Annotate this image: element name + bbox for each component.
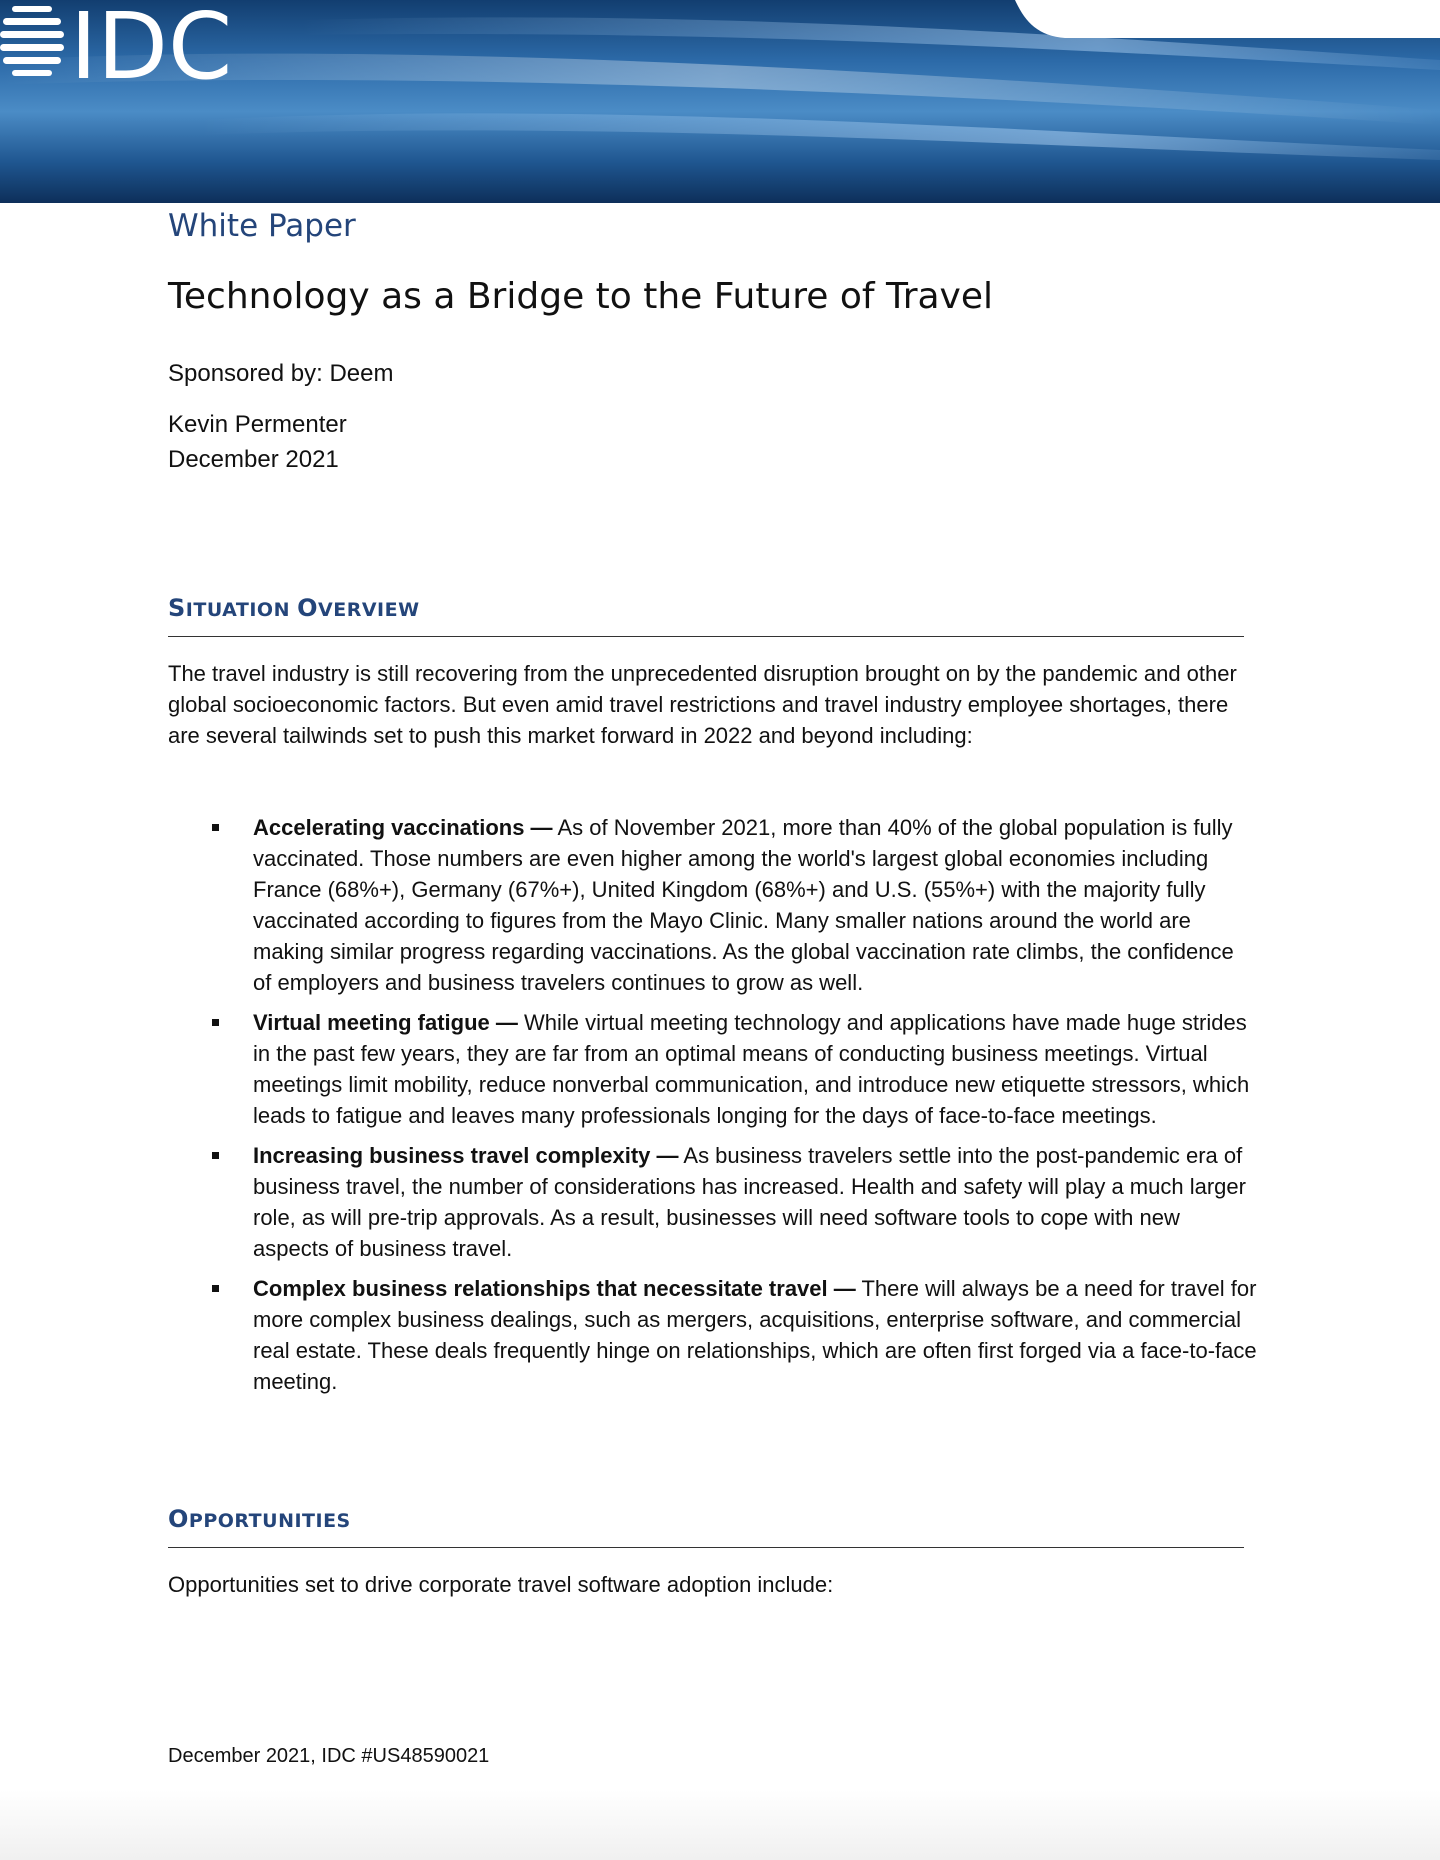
author-name: Kevin Permenter [168,411,347,438]
bullet-text: There will always be a need for travel for more complex business dealings, such as mergers, acquisitions, enterprise software, and commercial real estate. These deals frequently hinge on relationships, which are often first forged via a face-to-face meeting. [253,1276,1257,1394]
bullet-lead: Increasing business travel complexity — [253,1143,679,1168]
bullet-lead: Complex business relationships that necessitate travel — [253,1276,856,1301]
sponsor-line: Sponsored by: Deem [168,360,394,387]
idc-logo [0,0,260,86]
bullet-icon [212,1285,219,1292]
tailwinds-list [168,812,1258,1406]
opportunities-intro-paragraph: Opportunities set to drive corporate travel software adoption include: [168,1572,834,1597]
page-footer: December 2021, IDC #US48590021 [168,1745,490,1767]
list-item [168,1140,1258,1264]
section-heading-situation-overview: SITUATION OVERVIEW [168,594,1244,637]
publication-date: December 2021 [168,446,339,473]
page-edge-shadow [0,1790,1440,1860]
page-title: Technology as a Bridge to the Future of Travel [168,276,994,317]
bullet-icon [212,1019,219,1026]
bullet-lead: Accelerating vaccinations — [253,815,553,840]
bullet-text: As business travelers settle into the post-pandemic era of business travel, the number of considerations has increased. Health and safety will play a much larger role, as will pre-trip approvals. As a result, businesses will need software tools to cope with new aspects of business travel. [253,1143,1246,1261]
section-heading-opportunities: OPPORTUNITIES [168,1505,1244,1548]
bullet-lead: Virtual meeting fatigue — [253,1010,518,1035]
document-type: White Paper [168,208,356,244]
bullet-text: While virtual meeting technology and applications have made huge strides in the past few years, they are far from an optimal means of conducting business meetings. Virtual meetings limit mobility, reduce nonverbal communication, and introduce new etiquette stressors, which leads to fatigue and leaves many professionals longing for the days of face-to-face meetings. [253,1010,1250,1128]
bullet-icon [212,824,219,831]
logo-text: IDC [70,0,233,86]
list-item [168,1273,1258,1397]
situation-intro-paragraph: The travel industry is still recovering from the unprecedented disruption brought on by the pandemic and other global socioeconomic factors. But even amid travel restrictions and travel industry employee shortages, there are several tailwinds set to push this market forward in 2022 and beyond including: [168,661,1237,748]
list-item [168,812,1258,998]
list-item [168,1007,1258,1131]
bullet-text: As of November 2021, more than 40% of the global population is fully vaccinated. Those numbers are even higher among the world's largest global economies including France (68%+), Germany (67%+), United Kingdom (68%+) and U.S. (55%+) with the majority fully vaccinated according to figures from the Mayo Clinic. Many smaller nations around the world are making similar progress regarding vaccinations. As the global vaccination rate climbs, the confidence of employers and business travelers continues to grow as well. [253,815,1234,995]
header-banner [0,0,1440,203]
bullet-icon [212,1152,219,1159]
idc-striped-globe-icon [0,6,64,76]
